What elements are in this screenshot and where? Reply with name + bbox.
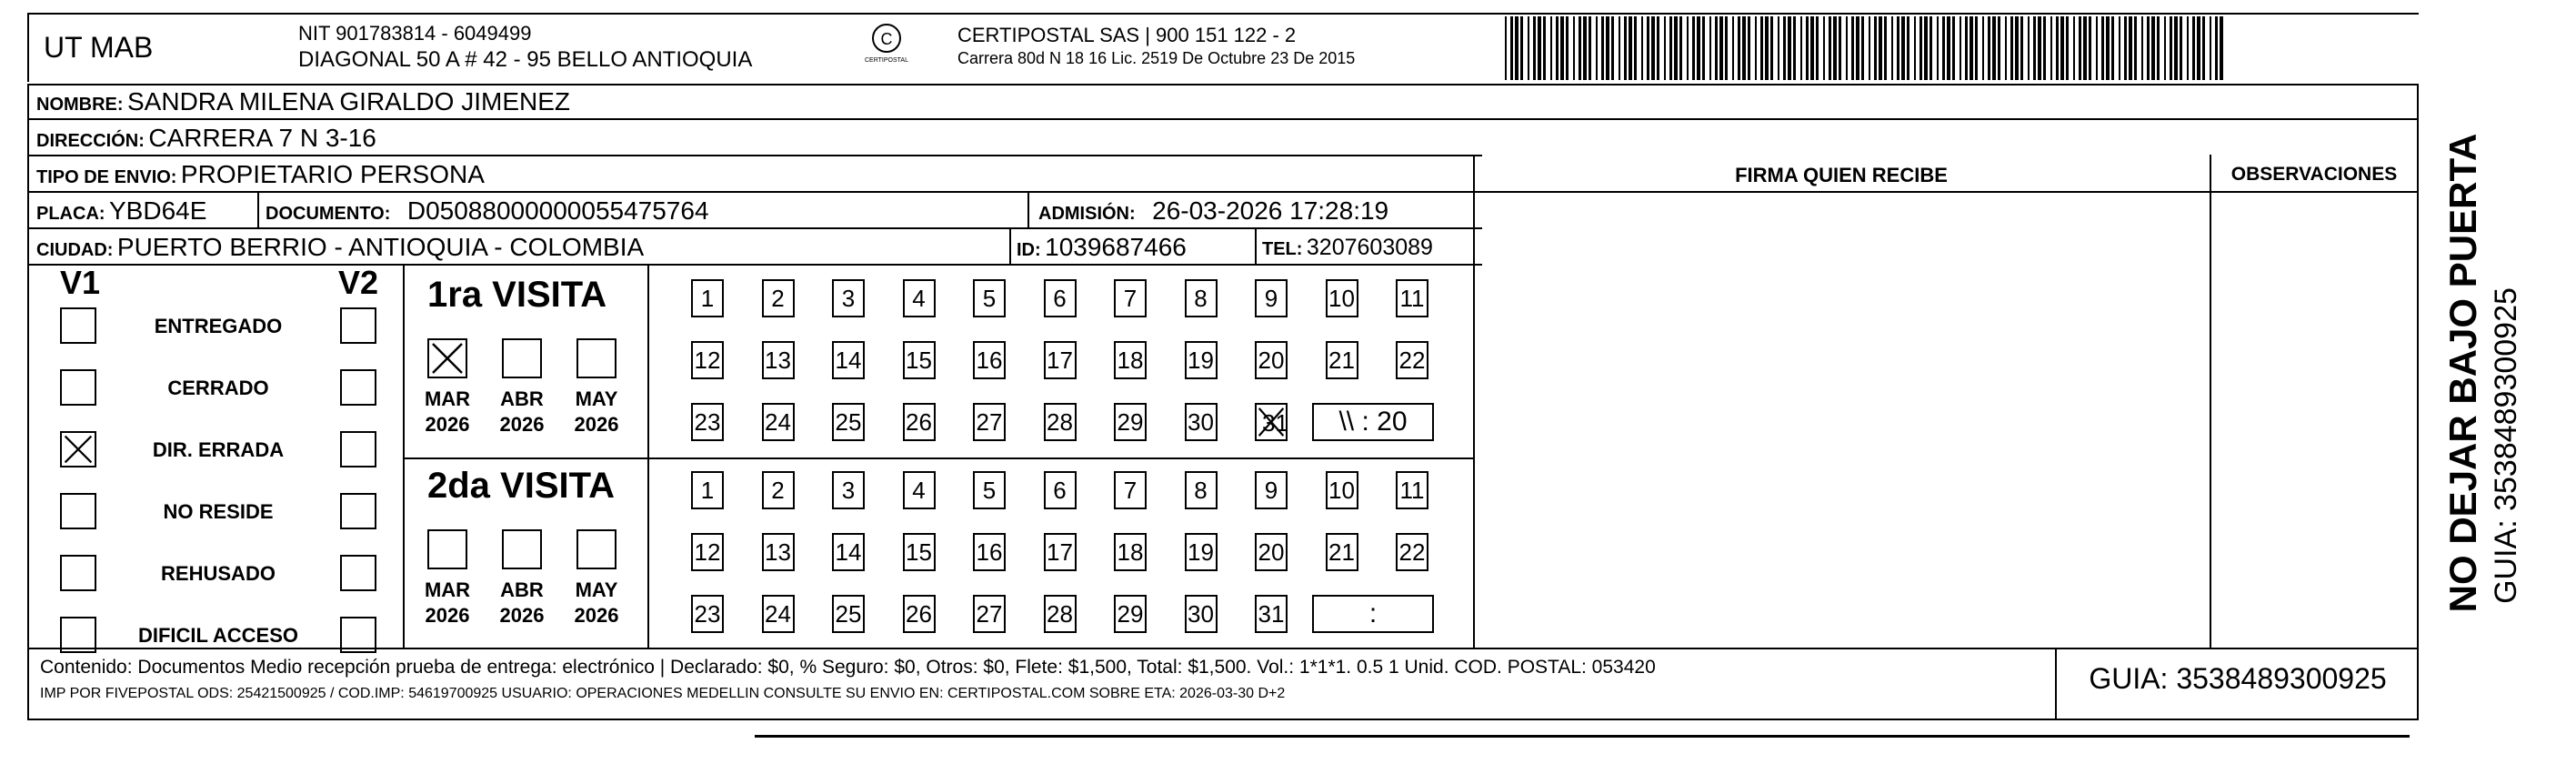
documento-value: D05088000000055475764 <box>406 196 709 225</box>
day-box[interactable]: 6 <box>1044 279 1077 317</box>
barcode-bar <box>2197 16 2200 80</box>
month-checkbox[interactable] <box>502 338 542 378</box>
day-box[interactable] <box>1255 403 1288 441</box>
day-box[interactable]: 14 <box>832 341 865 379</box>
barcode-bar <box>1719 16 1723 80</box>
status-label: ENTREGADO <box>154 315 283 337</box>
barcode-bar <box>1742 16 1746 80</box>
barcode-bar <box>1992 16 1996 80</box>
barcode-bar <box>1579 16 1581 80</box>
barcode-bar <box>2106 16 2110 80</box>
day-box[interactable]: 15 <box>903 341 936 379</box>
day-box[interactable]: 22 <box>1396 533 1428 571</box>
month-label: ABR <box>500 578 544 601</box>
day-box[interactable]: 3 <box>832 471 865 509</box>
barcode-bar <box>1669 16 1672 80</box>
sender-name: UT MAB <box>44 31 154 64</box>
barcode <box>1505 16 2232 80</box>
day-box[interactable]: 14 <box>832 533 865 571</box>
day-box[interactable]: 9 <box>1255 279 1288 317</box>
barcode-bar <box>1924 16 1928 80</box>
month-checkbox[interactable] <box>502 529 542 569</box>
barcode-bar <box>1748 16 1750 80</box>
barcode-bar <box>1833 16 1837 80</box>
day-box[interactable]: 6 <box>1044 471 1077 509</box>
barcode-bar <box>2043 16 2046 80</box>
barcode-bar <box>1919 16 1922 80</box>
day-box[interactable]: 25 <box>832 595 865 633</box>
tipo-value: PROPIETARIO PERSONA <box>180 160 485 188</box>
barcode-bar <box>1800 16 1802 80</box>
status-label: CERRADO <box>167 377 269 399</box>
barcode-bar <box>2066 16 2069 80</box>
barcode-bar <box>2187 16 2189 80</box>
barcode-bar <box>1505 16 1507 80</box>
day-box[interactable]: 15 <box>903 533 936 571</box>
barcode-bar <box>1861 16 1864 80</box>
v2-checkbox[interactable] <box>340 369 376 406</box>
barcode-bar <box>1732 16 1734 80</box>
barcode-bar <box>1573 16 1575 80</box>
barcode-bar <box>1641 16 1643 80</box>
day-box[interactable]: 20 <box>1255 533 1288 571</box>
barcode-bar <box>2020 16 2023 80</box>
barcode-bar <box>2111 16 2114 80</box>
barcode-bar <box>1566 16 1569 80</box>
day-box[interactable]: 28 <box>1044 595 1077 633</box>
barcode-bar <box>2083 16 2087 80</box>
day-box[interactable]: 20 <box>1255 341 1288 379</box>
day-box[interactable]: 21 <box>1326 341 1358 379</box>
barcode-bar <box>1760 16 1763 80</box>
placa-label: PLACA: <box>36 204 105 224</box>
time-box[interactable]: \\ : 20 <box>1312 403 1434 441</box>
day-box[interactable]: 24 <box>762 403 795 441</box>
barcode-bar <box>1975 16 1978 80</box>
v1-checkbox[interactable] <box>60 555 96 591</box>
barcode-bar <box>2174 16 2178 80</box>
day-box[interactable]: 17 <box>1044 533 1077 571</box>
barcode-bar <box>2056 16 2059 80</box>
id-cell <box>1017 233 1187 262</box>
barcode-bar <box>1937 16 1939 80</box>
v2-checkbox[interactable] <box>340 617 376 653</box>
day-box[interactable]: 10 <box>1326 279 1358 317</box>
v2-checkbox[interactable] <box>340 493 376 529</box>
barcode-bar <box>2164 16 2166 80</box>
barcode-bar <box>1543 16 1546 80</box>
barcode-bar <box>1738 16 1740 80</box>
barcode-bar <box>2202 16 2205 80</box>
time-box[interactable]: : <box>1312 595 1434 633</box>
barcode-bar <box>2192 16 2195 80</box>
barcode-bar <box>2028 16 2030 80</box>
barcode-bar <box>1520 16 1523 80</box>
barcode-bar <box>1611 16 1614 80</box>
barcode-bar <box>2089 16 2091 80</box>
barcode-bar <box>1510 16 1513 80</box>
sender-nit: NIT 901783814 - 6049499 <box>298 22 532 45</box>
barcode-bar <box>1901 16 1905 80</box>
v2-label: V2 <box>338 264 379 301</box>
barcode-bar <box>2215 16 2218 80</box>
ciudad-value: PUERTO BERRIO - ANTIOQUIA - COLOMBIA <box>116 233 645 261</box>
barcode-bar <box>1528 16 1529 80</box>
barcode-bar <box>1765 16 1769 80</box>
year-label: 2026 <box>499 604 545 627</box>
day-box[interactable]: 11 <box>1396 279 1428 317</box>
barcode-bar <box>2220 16 2223 80</box>
barcode-bar <box>2151 16 2155 80</box>
barcode-bar <box>1793 16 1796 80</box>
year-label: 2026 <box>425 413 470 436</box>
day-box[interactable]: 1 <box>691 279 724 317</box>
tipo-label: TIPO DE ENVIO: <box>36 167 177 187</box>
barcode-bar <box>1788 16 1791 80</box>
barcode-bar <box>1929 16 1932 80</box>
barcode-bar <box>1960 16 1961 80</box>
day-box[interactable]: 8 <box>1185 279 1218 317</box>
year-label: 2026 <box>499 413 545 436</box>
v1-checkbox[interactable] <box>60 493 96 529</box>
status-label: DIR. ERRADA <box>152 438 285 461</box>
admision-label: ADMISIÓN: <box>1038 204 1136 224</box>
barcode-bar <box>2060 16 2064 80</box>
documento-cell <box>266 196 709 226</box>
day-box[interactable]: 29 <box>1114 595 1147 633</box>
status-label: NO RESIDE <box>163 500 274 523</box>
barcode-bar <box>1538 16 1541 80</box>
direccion-label: DIRECCIÓN: <box>36 131 145 151</box>
barcode-bar <box>1874 16 1877 80</box>
day-box[interactable]: 10 <box>1326 471 1358 509</box>
day-box[interactable]: 22 <box>1396 341 1428 379</box>
barcode-bar <box>2010 16 2013 80</box>
nombre-label: NOMBRE: <box>36 95 124 115</box>
barcode-bar <box>1634 16 1637 80</box>
barcode-bar <box>1856 16 1859 80</box>
barcode-bar <box>1674 16 1678 80</box>
day-box[interactable]: 4 <box>903 471 936 509</box>
barcode-bar <box>1589 16 1591 80</box>
barcode-bar <box>1725 16 1728 80</box>
day-box[interactable]: 25 <box>832 403 865 441</box>
barcode-bar <box>1619 16 1620 80</box>
firma-header: FIRMA QUIEN RECIBE <box>1735 164 1948 186</box>
barcode-bar <box>2119 16 2120 80</box>
admision-cell <box>1038 196 1388 226</box>
placa-cell <box>36 196 206 226</box>
barcode-bar <box>1839 16 1841 80</box>
barcode-bar <box>1702 16 1705 80</box>
barcode-bar <box>2050 16 2052 80</box>
day-box[interactable]: 19 <box>1185 533 1218 571</box>
barcode-bar <box>1891 16 1893 80</box>
day-box[interactable]: 9 <box>1255 471 1288 509</box>
day-box[interactable]: 30 <box>1185 403 1218 441</box>
month-label: MAY <box>575 387 618 410</box>
day-box[interactable]: 8 <box>1185 471 1218 509</box>
status-label: REHUSADO <box>161 562 276 585</box>
barcode-bar <box>2096 16 2098 80</box>
barcode-bar <box>2180 16 2182 80</box>
day-box[interactable]: 11 <box>1396 471 1428 509</box>
month-checkbox[interactable] <box>576 338 616 378</box>
day-box[interactable]: 2 <box>762 471 795 509</box>
barcode-bar <box>2170 16 2172 80</box>
barcode-bar <box>1629 16 1632 80</box>
barcode-bar <box>2210 16 2211 80</box>
v2-checkbox[interactable] <box>340 431 376 467</box>
barcode-bar <box>1657 16 1659 80</box>
barcode-bar <box>1651 16 1655 80</box>
first-visit-title: 1ra VISITA <box>427 275 607 315</box>
direccion-value: CARRERA 7 N 3-16 <box>148 124 376 152</box>
barcode-bar <box>1664 16 1666 80</box>
barcode-bar <box>1816 16 1819 80</box>
barcode-bar <box>1692 16 1695 80</box>
barcode-bar <box>1783 16 1786 80</box>
barcode-bar <box>2141 16 2143 80</box>
barcode-bar <box>2157 16 2160 80</box>
barcode-bar <box>1550 16 1552 80</box>
day-box[interactable]: 1 <box>691 471 724 509</box>
logo-text: CERTIPOSTAL <box>865 57 908 64</box>
barcode-bar <box>1596 16 1598 80</box>
sender-address: DIAGONAL 50 A # 42 - 95 BELLO ANTIOQUIA <box>298 47 753 72</box>
day-box[interactable]: 30 <box>1185 595 1218 633</box>
day-box[interactable]: 18 <box>1114 341 1147 379</box>
barcode-bar <box>1679 16 1682 80</box>
month-checkbox[interactable] <box>427 338 467 378</box>
barcode-bar <box>2147 16 2150 80</box>
day-box[interactable]: 12 <box>691 341 724 379</box>
documento-label: DOCUMENTO: <box>266 204 391 224</box>
day-box[interactable]: 23 <box>691 595 724 633</box>
barcode-bar <box>1846 16 1848 80</box>
day-box[interactable]: 26 <box>903 403 936 441</box>
tel-value: 3207603089 <box>1306 235 1433 260</box>
barcode-bar <box>1778 16 1779 80</box>
barcode-bar <box>1606 16 1609 80</box>
barcode-bar <box>2124 16 2127 80</box>
barcode-bar <box>2101 16 2104 80</box>
certipostal-logo <box>859 22 914 69</box>
year-label: 2026 <box>425 604 470 627</box>
day-box[interactable]: 19 <box>1185 341 1218 379</box>
company-sub: Carrera 80d N 18 16 Lic. 2519 De Octubre 23 De 2015 <box>957 49 1356 67</box>
day-box[interactable]: 21 <box>1326 533 1358 571</box>
barcode-bar <box>1533 16 1536 80</box>
barcode-bar <box>1583 16 1587 80</box>
logo-icon <box>868 22 905 55</box>
barcode-bar <box>1806 16 1809 80</box>
barcode-bar <box>1647 16 1649 80</box>
barcode-bar <box>1770 16 1773 80</box>
month-label: MAR <box>424 578 471 601</box>
barcode-bar <box>1942 16 1945 80</box>
barcode-bar <box>1601 16 1604 80</box>
day-box[interactable]: 2 <box>762 279 795 317</box>
status-label: DIFICIL ACCESO <box>137 624 298 647</box>
day-box[interactable]: 28 <box>1044 403 1077 441</box>
barcode-bar <box>1952 16 1955 80</box>
month-checkbox[interactable] <box>576 529 616 569</box>
barcode-bar <box>1810 16 1814 80</box>
day-box[interactable]: 16 <box>973 341 1006 379</box>
barcode-bar <box>1624 16 1627 80</box>
day-box[interactable]: 12 <box>691 533 724 571</box>
day-box[interactable]: 5 <box>973 471 1006 509</box>
barcode-bar <box>2129 16 2132 80</box>
nombre-row <box>36 87 570 116</box>
tel-label: TEL: <box>1262 239 1303 259</box>
side-text <box>2423 55 2560 709</box>
direccion-row <box>36 124 376 153</box>
barcode-bar <box>1709 16 1711 80</box>
barcode-bar <box>1947 16 1950 80</box>
barcode-bar <box>1560 16 1564 80</box>
barcode-bar <box>1879 16 1882 80</box>
day-box[interactable]: 13 <box>762 533 795 571</box>
barcode-bar <box>2073 16 2075 80</box>
barcode-bar <box>1982 16 1984 80</box>
nombre-value: SANDRA MILENA GIRALDO JIMENEZ <box>127 87 570 116</box>
day-box[interactable]: 26 <box>903 595 936 633</box>
barcode-bar <box>1515 16 1519 80</box>
month-checkbox[interactable] <box>427 529 467 569</box>
day-box[interactable]: 7 <box>1114 471 1147 509</box>
barcode-bar <box>1907 16 1909 80</box>
day-box[interactable]: 5 <box>973 279 1006 317</box>
observaciones-header: OBSERVACIONES <box>2230 164 2398 185</box>
admision-value: 26-03-2026 17:28:19 <box>1152 196 1389 225</box>
day-box[interactable]: 31 <box>1255 595 1288 633</box>
footer-imp: IMP POR FIVEPOSTAL ODS: 25421500925 / COD.IMP: 54619700925 USUARIO: OPERACIONES MEDELLIN CONSULTE SU ENVIO EN: CERTIPOSTAL.COM SOBRE ETA: 2026-03-30 D+2 <box>40 686 1286 701</box>
barcode-bar <box>1914 16 1916 80</box>
year-label: 2026 <box>574 604 619 627</box>
barcode-bar <box>1998 16 2000 80</box>
day-box[interactable]: 16 <box>973 533 1006 571</box>
year-label: 2026 <box>574 413 619 436</box>
svg-text:C: C <box>880 30 893 48</box>
footer-contenido: Contenido: Documentos Medio recepción prueba de entrega: electrónico | Declarado: $0, % Seguro: $0, Otros: $0, Flete: $1,500, Total: $1,500. Vol.: 1*1*1. 0.5 1 Unid. COD. POSTAL: 053420 <box>40 657 1656 678</box>
barcode-bar <box>1829 16 1831 80</box>
barcode-bar <box>1965 16 1968 80</box>
day-box[interactable]: 24 <box>762 595 795 633</box>
barcode-bar <box>1823 16 1825 80</box>
day-box[interactable]: 13 <box>762 341 795 379</box>
barcode-bar <box>2134 16 2137 80</box>
v1-checkbox[interactable] <box>60 431 96 467</box>
tel-cell <box>1262 235 1433 261</box>
month-label: ABR <box>500 387 544 410</box>
day-box[interactable]: 27 <box>973 595 1006 633</box>
day-box[interactable]: 27 <box>973 403 1006 441</box>
side-main-text: NO DEJAR BAJO PUERTA <box>2441 133 2484 613</box>
barcode-bar <box>1755 16 1757 80</box>
barcode-bar <box>2079 16 2081 80</box>
barcode-bar <box>1715 16 1718 80</box>
v1-checkbox[interactable] <box>60 307 96 344</box>
day-box[interactable]: 4 <box>903 279 936 317</box>
day-number: 31 <box>1262 409 1288 437</box>
tipo-row <box>36 160 485 189</box>
company-line: CERTIPOSTAL SAS | 900 151 122 - 2 <box>957 24 1297 46</box>
barcode-bar <box>1897 16 1899 80</box>
barcode-bar <box>2005 16 2007 80</box>
day-box[interactable]: 18 <box>1114 533 1147 571</box>
day-box[interactable]: 3 <box>832 279 865 317</box>
id-value: 1039687466 <box>1045 233 1187 261</box>
v2-checkbox[interactable] <box>340 555 376 591</box>
ciudad-label: CIUDAD: <box>36 240 114 260</box>
barcode-bar <box>2038 16 2041 80</box>
side-guia-text: GUIA: 3538489300925 <box>2489 287 2523 604</box>
day-box[interactable]: 29 <box>1114 403 1147 441</box>
cross-mark <box>62 433 95 466</box>
placa-value: YBD64E <box>109 196 207 225</box>
day-box[interactable]: 7 <box>1114 279 1147 317</box>
barcode-bar <box>1851 16 1854 80</box>
month-label: MAY <box>575 578 618 601</box>
barcode-bar <box>1556 16 1559 80</box>
month-label: MAR <box>424 387 471 410</box>
v2-checkbox[interactable] <box>340 307 376 344</box>
barcode-bar <box>1988 16 1990 80</box>
cross-mark <box>429 340 466 377</box>
day-box[interactable]: 23 <box>691 403 724 441</box>
day-box[interactable]: 17 <box>1044 341 1077 379</box>
second-visit-title: 2da VISITA <box>427 466 615 506</box>
barcode-bar <box>1970 16 1973 80</box>
barcode-bar <box>2015 16 2019 80</box>
footer-guia: GUIA: 3538489300925 <box>2089 662 2387 695</box>
barcode-bar <box>1687 16 1689 80</box>
id-label: ID: <box>1017 240 1041 260</box>
v1-checkbox[interactable] <box>60 617 96 653</box>
barcode-bar <box>1869 16 1870 80</box>
barcode-bar <box>1884 16 1887 80</box>
barcode-bar <box>1697 16 1700 80</box>
barcode-bar <box>2033 16 2036 80</box>
v1-checkbox[interactable] <box>60 369 96 406</box>
v1-label: V1 <box>60 264 101 301</box>
ciudad-cell <box>36 233 644 262</box>
